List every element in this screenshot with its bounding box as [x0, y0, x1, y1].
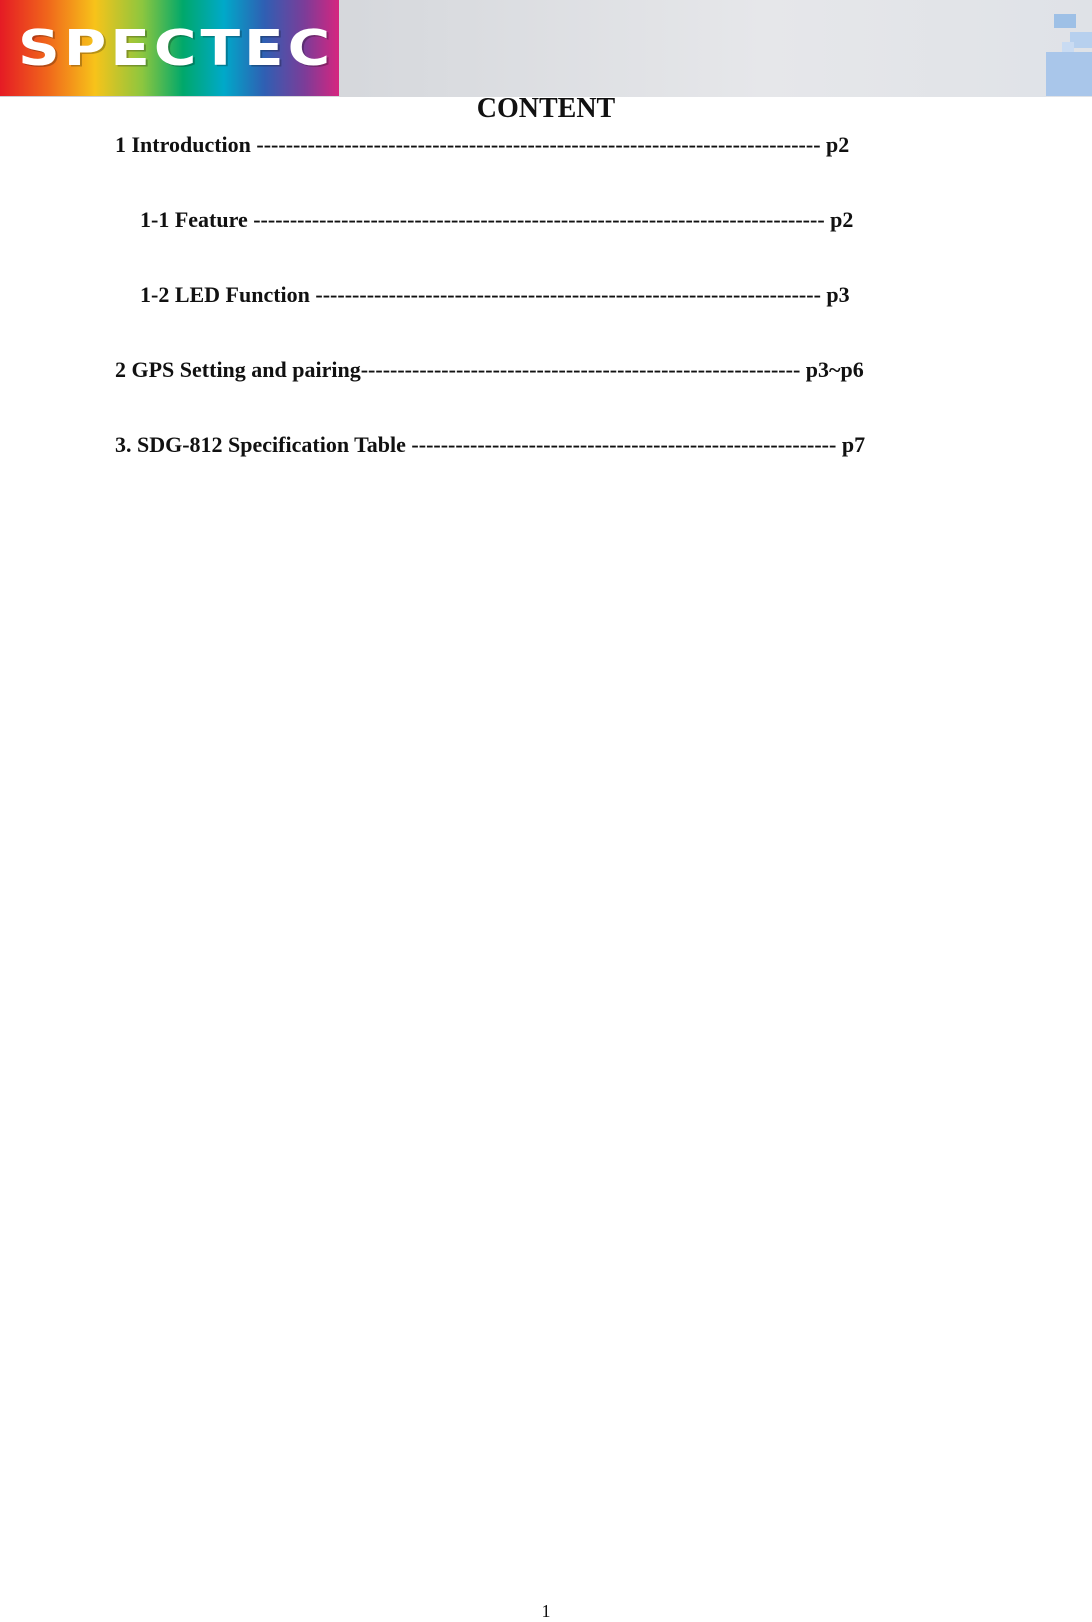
header-bar [0, 0, 1092, 97]
toc-entry-led-function[interactable]: 1-2 LED Function --------------------------------------------------------------------- p3 [140, 282, 850, 307]
toc-title: CONTENT [476, 93, 616, 124]
toc-entry-introduction[interactable]: 1 Introduction ----------------------------------------------------------------------------- p2 [115, 132, 850, 157]
page-number: 1 [541, 1601, 551, 1621]
spectec-logo [0, 0, 339, 96]
logo-text: SPECTEC [18, 19, 335, 77]
toc-entry-specification-table[interactable]: 3. SDG-812 Specification Table ---------------------------------------------------------- p7 [115, 432, 866, 457]
toc-entry-gps-setting[interactable]: 2 GPS Setting and pairing------------------------------------------------------------ p3~p6 [115, 357, 864, 382]
toc-entry-feature[interactable]: 1-1 Feature ------------------------------------------------------------------------------ p2 [140, 207, 854, 232]
corner-decoration-icon [1040, 6, 1092, 96]
